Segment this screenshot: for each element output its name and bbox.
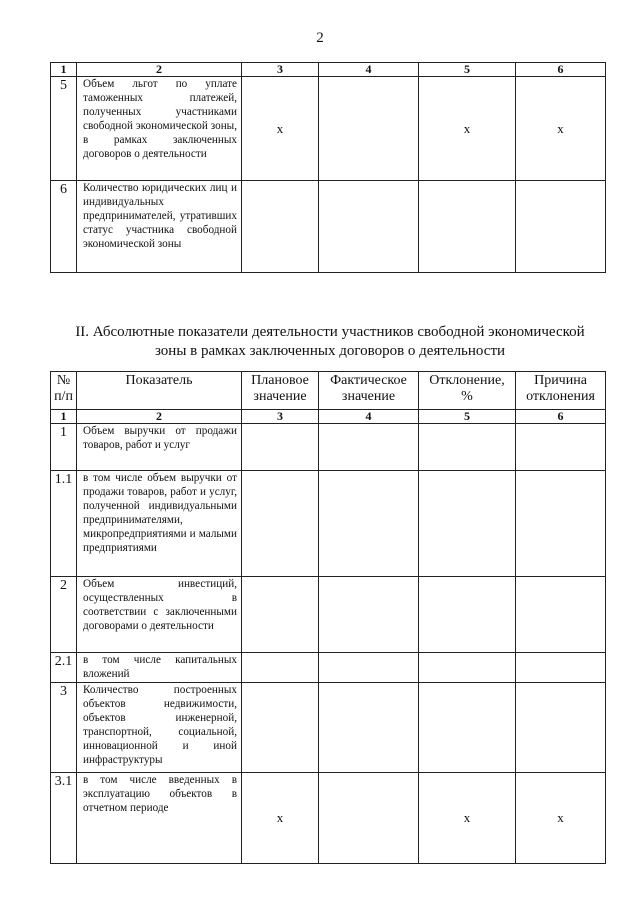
col-number-1: 1 (51, 63, 77, 77)
row-number: 3.1 (51, 773, 77, 864)
header-deviation: Отклонение, % (419, 372, 516, 410)
row-deviation: x (419, 77, 516, 181)
row-indicator: в том числе объем выручки от продажи товаров, работ и услуг, полученной индивидуальными предпринимателями, микропредприятиями и малыми предприятиями (77, 471, 242, 577)
col-number-2: 2 (77, 63, 242, 77)
header-indicator: Показатель (77, 372, 242, 410)
section-title (60, 323, 600, 361)
row-reason (516, 424, 606, 471)
col-number-6: 6 (516, 410, 606, 424)
section-title-line-2: зоны в рамках заключенных договоров о деятельности (154, 343, 506, 359)
row-reason (516, 181, 606, 273)
table-row (51, 424, 606, 471)
row-plan-value: x (242, 773, 319, 864)
row-number: 1 (51, 424, 77, 471)
col-number-6: 6 (516, 63, 606, 77)
row-deviation (419, 181, 516, 273)
col-number-3: 3 (242, 63, 319, 77)
row-deviation (419, 471, 516, 577)
row-reason (516, 471, 606, 577)
row-plan-value (242, 683, 319, 773)
row-reason (516, 683, 606, 773)
row-fact-value (319, 577, 419, 653)
page-number: 2 (316, 30, 324, 46)
col-number-2: 2 (77, 410, 242, 424)
row-plan-value (242, 471, 319, 577)
row-fact-value (319, 77, 419, 181)
row-deviation: x (419, 773, 516, 864)
row-indicator: Количество построенных объектов недвижимости, объектов инженерной, транспортной, социальной, инновационной и иной инфраструктуры (77, 683, 242, 773)
row-plan-value (242, 424, 319, 471)
row-indicator: Объем выручки от продажи товаров, работ и услуг (77, 424, 242, 471)
row-number: 2 (51, 577, 77, 653)
section-title-line-1: II. Абсолютные показатели деятельности участников свободной экономической (75, 324, 585, 340)
row-number: 2.1 (51, 653, 77, 683)
row-deviation (419, 424, 516, 471)
column-number-row (51, 410, 606, 424)
col-number-1: 1 (51, 410, 77, 424)
row-indicator: Количество юридических лиц и индивидуальных предпринимателей, утративших статус участника свободной экономической зоны (77, 181, 242, 273)
header-number: № п/п (51, 372, 77, 410)
row-reason: x (516, 77, 606, 181)
row-number: 5 (51, 77, 77, 181)
table-row (51, 653, 606, 683)
header-reason: Причина отклонения (516, 372, 606, 410)
table-row (51, 77, 606, 181)
row-reason: x (516, 773, 606, 864)
table-row (51, 773, 606, 864)
header-fact-value: Фактическое значение (319, 372, 419, 410)
col-number-3: 3 (242, 410, 319, 424)
row-number: 3 (51, 683, 77, 773)
row-deviation (419, 653, 516, 683)
table-row (51, 683, 606, 773)
row-indicator: Объем льгот по уплате таможенных платежей, полученных участниками свободной экономической зоны, в рамках заключенных договоров о деятельности (77, 77, 242, 181)
row-reason (516, 653, 606, 683)
header-row (51, 372, 606, 410)
col-number-5: 5 (419, 410, 516, 424)
col-number-4: 4 (319, 410, 419, 424)
row-fact-value (319, 471, 419, 577)
row-indicator: в том числе капитальных вложений (77, 653, 242, 683)
row-deviation (419, 683, 516, 773)
row-number: 6 (51, 181, 77, 273)
row-fact-value (319, 773, 419, 864)
col-number-4: 4 (319, 63, 419, 77)
row-indicator: Объем инвестиций, осуществленных в соответствии с заключенными договорами о деятельности (77, 577, 242, 653)
row-indicator: в том числе введенных в эксплуатацию объектов в отчетном периоде (77, 773, 242, 864)
col-number-5: 5 (419, 63, 516, 77)
row-plan-value (242, 577, 319, 653)
row-deviation (419, 577, 516, 653)
absolute-indicators-table (50, 371, 606, 864)
row-fact-value (319, 181, 419, 273)
row-fact-value (319, 653, 419, 683)
table-row (51, 181, 606, 273)
indicators-table-continued (50, 62, 606, 273)
row-number: 1.1 (51, 471, 77, 577)
row-plan-value (242, 181, 319, 273)
row-plan-value (242, 653, 319, 683)
row-reason (516, 577, 606, 653)
row-fact-value (319, 424, 419, 471)
table-row (51, 471, 606, 577)
row-plan-value: x (242, 77, 319, 181)
header-plan-value: Плановое значение (242, 372, 319, 410)
table-row (51, 577, 606, 653)
row-fact-value (319, 683, 419, 773)
column-number-row (51, 63, 606, 77)
